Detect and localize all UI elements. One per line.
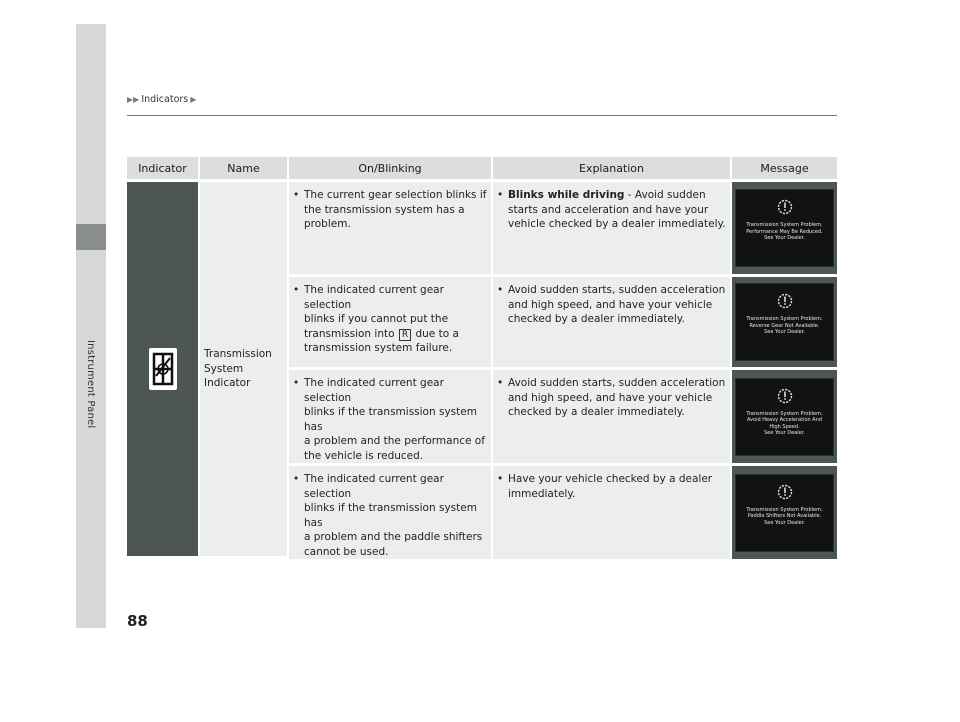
explanation-line: vehicle checked by a dealer immediately.: [508, 218, 726, 230]
explanation-cell: [493, 370, 732, 466]
explanation-line: Have your vehicle checked by a dealer: [508, 473, 713, 485]
breadcrumb: [127, 94, 196, 105]
condition-line: blinks if you cannot put the: [304, 313, 449, 325]
column-header-name: Name: [200, 157, 289, 182]
bullet-icon: •: [293, 473, 300, 485]
explanation-text: - Avoid sudden: [624, 189, 706, 201]
bullet-icon: •: [497, 284, 504, 296]
breadcrumb-item[interactable]: Indicators: [141, 94, 189, 105]
column-header-explanation: Explanation: [493, 157, 732, 182]
warning-gear-icon: [776, 387, 794, 405]
condition-line: The indicated current gear selection: [304, 377, 444, 404]
message-cell: [732, 466, 837, 559]
condition-line: problem.: [304, 218, 351, 230]
indicator-table: [127, 157, 837, 559]
table-row: [127, 182, 837, 277]
column-header-message: Message: [732, 157, 837, 182]
condition-line: The indicated current gear selection: [304, 284, 444, 311]
explanation-line: checked by a dealer immediately.: [508, 406, 685, 418]
explanation-line: immediately.: [508, 487, 576, 500]
indicator-name: [200, 182, 289, 559]
message-cell: [732, 370, 837, 466]
message-line: Transmission System Problem.: [746, 506, 823, 513]
explanation-cell: [493, 466, 732, 559]
message-line: Performance May Be Reduced.: [746, 228, 823, 235]
condition-line: blinks if the transmission system has: [304, 502, 477, 529]
bullet-icon: •: [497, 377, 504, 389]
indicator-cell: [127, 182, 200, 559]
condition-cell: [289, 466, 493, 559]
bullet-icon: •: [497, 473, 504, 485]
side-bar: [76, 24, 106, 628]
condition-line: The current gear selection blinks if: [304, 189, 487, 201]
bullet-icon: •: [497, 189, 504, 201]
explanation-line: starts and acceleration and have your: [508, 203, 709, 216]
message-line: High Speed.: [769, 423, 800, 430]
message-line: Transmission System Problem.: [746, 222, 823, 228]
explanation-line: and high speed, and have your vehicle: [508, 391, 713, 404]
explanation-bold: Blinks while driving: [508, 189, 625, 201]
message-display: [735, 189, 834, 267]
warning-gear-icon: [776, 198, 794, 216]
warning-gear-icon: [776, 292, 794, 310]
explanation-line: checked by a dealer immediately.: [508, 313, 685, 325]
section-label: Instrument Panel: [85, 340, 96, 429]
bullet-icon: •: [293, 189, 300, 201]
message-display: [735, 378, 834, 456]
column-header-on-blinking: On/Blinking: [289, 157, 493, 182]
condition-cell: [289, 370, 493, 466]
breadcrumb-arrow-icon: ▶▶: [127, 95, 140, 104]
message-line: Transmission System Problem.: [746, 316, 823, 322]
bullet-icon: •: [293, 377, 300, 389]
condition-line: the vehicle is reduced.: [304, 449, 424, 462]
message-line: Paddle Shifters Not Available.: [747, 513, 822, 519]
reverse-gear-key: R: [399, 329, 411, 341]
explanation-line: Avoid sudden starts, sudden acceleration: [508, 284, 726, 296]
breadcrumb-arrow-icon: ▶: [190, 95, 197, 104]
condition-line: The indicated current gear selection: [304, 473, 444, 500]
message-line: See Your Dealer.: [764, 329, 805, 335]
name-line: System: [204, 362, 244, 375]
message-display: [735, 283, 834, 361]
message-line: Avoid Heavy Acceleration And: [746, 417, 823, 423]
message-line: See Your Dealer.: [764, 430, 805, 436]
explanation-cell: [493, 182, 732, 277]
message-line: Transmission System Problem.: [746, 410, 823, 417]
warning-gear-icon: [776, 483, 794, 501]
message-display: [735, 474, 834, 552]
message-line: Reverse Gear Not Available.: [749, 322, 820, 329]
condition-line: transmission system failure.: [304, 342, 453, 354]
condition-line: a problem and the performance of: [304, 435, 485, 447]
page-number: 88: [127, 612, 148, 630]
name-line: Transmission: [204, 348, 272, 361]
condition-cell: [289, 182, 493, 277]
explanation-cell: [493, 277, 732, 370]
side-tab-marker: [76, 224, 106, 250]
transmission-system-indicator-icon: [147, 346, 179, 392]
name-line: Indicator: [204, 377, 251, 390]
message-line: See Your Dealer.: [764, 519, 805, 526]
condition-line: blinks if the transmission system has: [304, 406, 477, 433]
column-header-indicator: Indicator: [127, 157, 200, 182]
message-line: See Your Dealer.: [764, 235, 805, 241]
condition-line: the transmission system has a: [304, 203, 465, 216]
condition-line: a problem and the paddle shifters: [304, 531, 483, 543]
condition-text: due to a: [412, 327, 459, 340]
condition-text: transmission into: [304, 327, 398, 340]
message-cell: [732, 182, 837, 277]
explanation-line: Avoid sudden starts, sudden acceleration: [508, 377, 726, 389]
bullet-icon: •: [293, 284, 300, 296]
header-rule: [127, 115, 837, 116]
explanation-line: and high speed, and have your vehicle: [508, 298, 713, 311]
message-cell: [732, 277, 837, 370]
condition-cell: [289, 277, 493, 370]
condition-line: cannot be used.: [304, 545, 389, 558]
